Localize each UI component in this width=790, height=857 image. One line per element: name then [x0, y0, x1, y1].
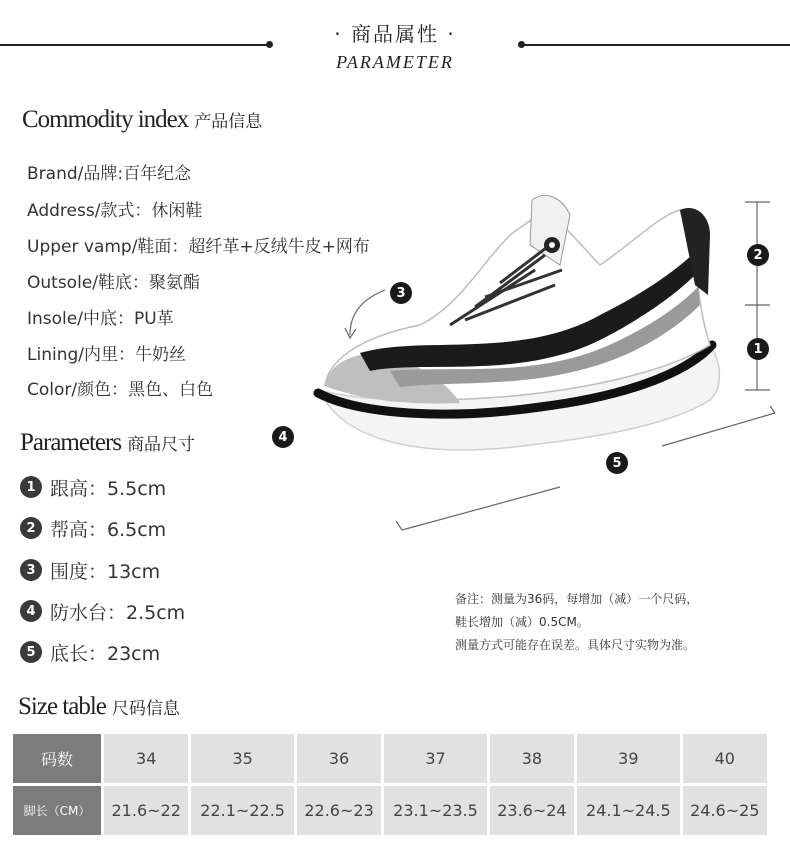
parameters-title-en: Parameters — [20, 429, 122, 456]
size-cell: 38 — [490, 734, 574, 783]
note-line-2: 鞋长增加（减）0.5CM。 — [455, 615, 589, 629]
number-badge: 3 — [20, 559, 42, 581]
attr-outsole: Outsole/鞋底：聚氨酯 — [27, 273, 200, 293]
size-cell: 39 — [577, 734, 679, 783]
attr-lining: Lining/内里：牛奶丝 — [27, 345, 186, 365]
param-text: 防水台：2.5cm — [50, 601, 186, 624]
size-table-heading — [18, 693, 180, 721]
param-text: 围度：13cm — [50, 560, 161, 583]
attr-insole: Insole/中底：PU革 — [27, 309, 174, 329]
row-head-size: 码数 — [13, 734, 101, 783]
marker-4: 4 — [272, 426, 294, 448]
param-text: 帮高：6.5cm — [50, 518, 167, 541]
param-text: 跟高：5.5cm — [50, 477, 167, 500]
attr-upper: Upper vamp/鞋面：超纤革+反绒牛皮+网布 — [27, 237, 370, 257]
header-subtitle: PARAMETER — [336, 52, 454, 72]
length-cell: 22.6~23 — [297, 786, 381, 835]
table-row — [13, 734, 767, 783]
size-table-title-en: Size table — [18, 693, 106, 720]
length-cell: 21.6~22 — [104, 786, 188, 835]
size-table — [10, 731, 770, 838]
number-badge: 2 — [20, 517, 42, 539]
attr-color: Color/颜色：黑色、白色 — [27, 380, 214, 400]
number-badge: 5 — [20, 641, 42, 663]
commodity-title-cn: 产品信息 — [194, 112, 263, 132]
size-cell: 37 — [384, 734, 486, 783]
size-cell: 36 — [297, 734, 381, 783]
size-table-title-cn: 尺码信息 — [111, 699, 180, 719]
length-cell: 23.1~23.5 — [384, 786, 486, 835]
marker-1: 1 — [747, 338, 769, 360]
commodity-title-en: Commodity index — [22, 106, 189, 133]
param-text: 底长：23cm — [50, 642, 161, 665]
row-head-foot-length: 脚长（CM） — [13, 786, 101, 835]
header-title: · 商品属性 · — [334, 22, 456, 46]
parameters-title-cn: 商品尺寸 — [127, 435, 196, 455]
size-cell: 35 — [191, 734, 293, 783]
marker-5: 5 — [606, 452, 628, 474]
table-row — [13, 786, 767, 835]
marker-3: 3 — [390, 282, 412, 304]
length-cell: 22.1~22.5 — [191, 786, 293, 835]
size-cell: 40 — [683, 734, 767, 783]
marker-2: 2 — [747, 244, 769, 266]
note-line-3: 测量方式可能存在误差。具体尺寸实物为准。 — [455, 638, 696, 652]
length-cell: 24.6~25 — [683, 786, 767, 835]
number-badge: 4 — [20, 600, 42, 622]
size-cell: 34 — [104, 734, 188, 783]
length-cell: 24.1~24.5 — [577, 786, 679, 835]
length-cell: 23.6~24 — [490, 786, 574, 835]
attr-style: Address/款式：休闲鞋 — [27, 201, 203, 221]
attr-brand: Brand/品牌:百年纪念 — [27, 164, 192, 184]
note-line-1: 备注：测量为36码，每增加（减）一个尺码， — [455, 592, 699, 606]
number-badge: 1 — [20, 476, 42, 498]
